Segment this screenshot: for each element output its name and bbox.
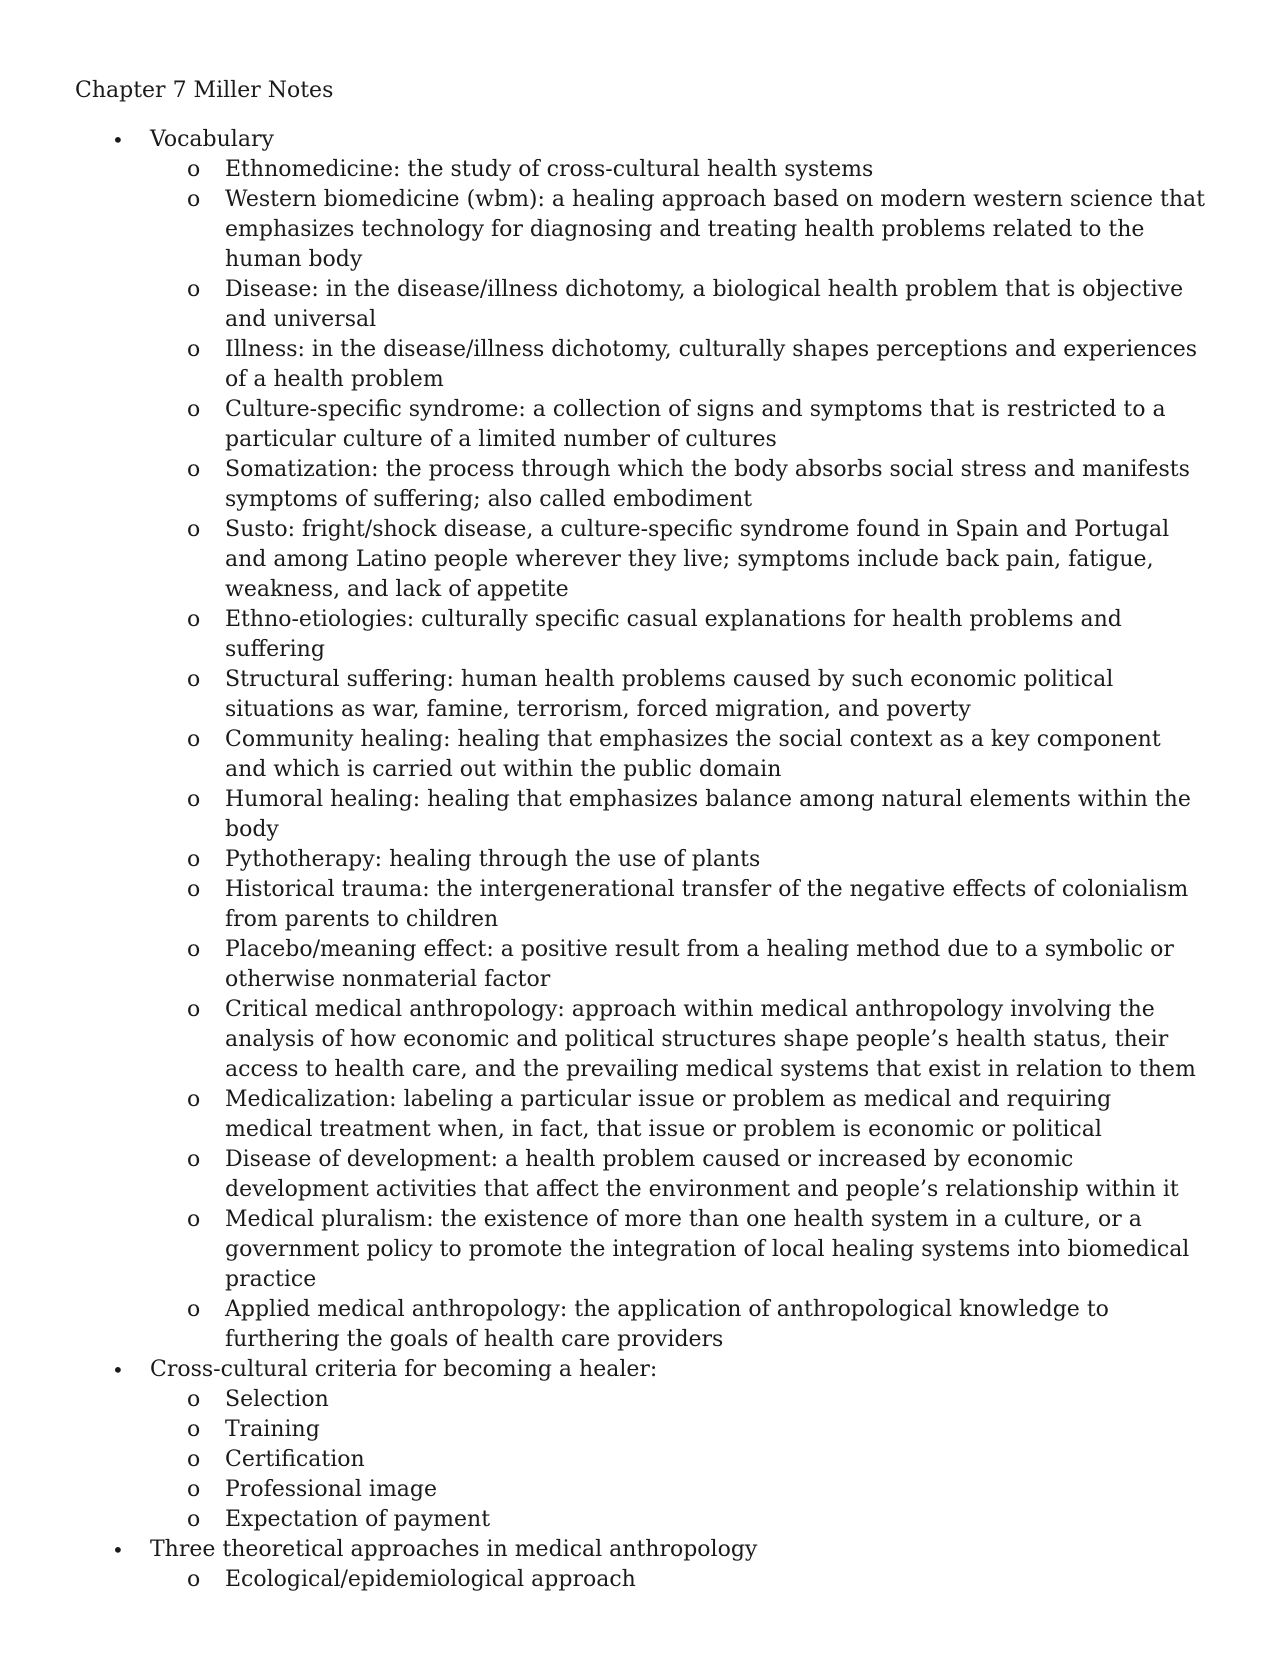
- circle-bullet-icon: o: [187, 397, 201, 422]
- list-item: [187, 665, 1205, 725]
- list-item: [187, 605, 1205, 665]
- list-item: [187, 1505, 1205, 1535]
- list-item-text: Placebo/meaning effect: a positive result from a healing method due to a symbolic or otherwise nonmaterial factor: [225, 937, 1174, 992]
- sub-list: [150, 1385, 1280, 1535]
- circle-bullet-icon: o: [187, 1417, 201, 1442]
- circle-bullet-icon: o: [187, 847, 201, 872]
- bullet-icon: •: [112, 1358, 124, 1382]
- circle-bullet-icon: o: [187, 667, 201, 692]
- bullet-icon: •: [112, 128, 124, 152]
- outline-section: [0, 125, 1280, 1355]
- list-item-text: Disease of development: a health problem caused or increased by economic development activities that affect the environment and people’s relationship within it: [225, 1147, 1179, 1202]
- outline-section: [0, 1355, 1280, 1535]
- list-item: [187, 935, 1205, 995]
- list-item: [187, 725, 1205, 785]
- circle-bullet-icon: o: [187, 187, 201, 212]
- list-item-text: Ethnomedicine: the study of cross-cultural health systems: [225, 157, 874, 182]
- list-item: [187, 785, 1205, 845]
- list-item: [187, 275, 1205, 335]
- circle-bullet-icon: o: [187, 1447, 201, 1472]
- circle-bullet-icon: o: [187, 457, 201, 482]
- circle-bullet-icon: o: [187, 1507, 201, 1532]
- circle-bullet-icon: o: [187, 1477, 201, 1502]
- list-item-text: Illness: in the disease/illness dichotomy, culturally shapes perceptions and experiences of a health problem: [225, 337, 1198, 392]
- list-item-text: Expectation of payment: [225, 1507, 491, 1532]
- circle-bullet-icon: o: [187, 1567, 201, 1592]
- bullet-icon: •: [112, 1538, 124, 1562]
- list-item: [187, 845, 1205, 875]
- list-item: [187, 515, 1205, 605]
- circle-bullet-icon: o: [187, 727, 201, 752]
- section-heading: Vocabulary: [150, 127, 274, 152]
- list-item: [187, 1295, 1205, 1355]
- list-item-text: Medicalization: labeling a particular issue or problem as medical and requiring medical treatment when, in fact, that issue or problem is economic or political: [225, 1087, 1112, 1142]
- circle-bullet-icon: o: [187, 1087, 201, 1112]
- list-item-text: Ethno-etiologies: culturally specific casual explanations for health problems and suffering: [225, 607, 1122, 662]
- list-item: [187, 1205, 1205, 1295]
- list-item-text: Structural suffering: human health problems caused by such economic political situations as war, famine, terrorism, forced migration, and poverty: [225, 667, 1114, 722]
- list-item-text: Somatization: the process through which the body absorbs social stress and manifests symptoms of suffering; also called embodiment: [225, 457, 1190, 512]
- list-item: [187, 1565, 1205, 1595]
- list-item-text: Certification: [225, 1447, 365, 1472]
- list-item: [187, 1145, 1205, 1205]
- list-item-text: Selection: [225, 1387, 329, 1412]
- section-heading: Cross-cultural criteria for becoming a healer:: [150, 1357, 658, 1382]
- list-item-text: Critical medical anthropology: approach within medical anthropology involving the analysis of how economic and political structures shape people’s health status, their access to health care, and the prevailing medical systems that exist in relation to them: [225, 997, 1196, 1082]
- list-item-text: Susto: fright/shock disease, a culture-specific syndrome found in Spain and Portugal and among Latino people wherever they live; symptoms include back pain, fatigue, weakness, and lack of appetite: [225, 517, 1170, 602]
- list-item: [187, 1475, 1205, 1505]
- list-item-text: Training: [225, 1417, 320, 1442]
- section-heading: Three theoretical approaches in medical anthropology: [150, 1537, 758, 1562]
- outline-list: [0, 125, 1280, 1595]
- list-item-text: Professional image: [225, 1477, 438, 1502]
- circle-bullet-icon: o: [187, 997, 201, 1022]
- list-item-text: Community healing: healing that emphasizes the social context as a key component and which is carried out within the public domain: [225, 727, 1161, 782]
- circle-bullet-icon: o: [187, 937, 201, 962]
- list-item-text: Pythotherapy: healing through the use of plants: [225, 847, 761, 872]
- circle-bullet-icon: o: [187, 337, 201, 362]
- list-item-text: Western biomedicine (wbm): a healing approach based on modern western science that emphasizes technology for diagnosing and treating health problems related to the human body: [225, 187, 1205, 272]
- outline-section: [0, 1535, 1280, 1595]
- list-item: [187, 455, 1205, 515]
- list-item: [187, 335, 1205, 395]
- list-item: [187, 155, 1205, 185]
- circle-bullet-icon: o: [187, 787, 201, 812]
- list-item-text: Medical pluralism: the existence of more than one health system in a culture, or a government policy to promote the integration of local healing systems into biomedical practice: [225, 1207, 1190, 1292]
- list-item-text: Applied medical anthropology: the application of anthropological knowledge to furthering the goals of health care providers: [225, 1297, 1109, 1352]
- sub-list: [150, 1565, 1280, 1595]
- circle-bullet-icon: o: [187, 1387, 201, 1412]
- list-item-text: Culture-specific syndrome: a collection of signs and symptoms that is restricted to a particular culture of a limited number of cultures: [225, 397, 1166, 452]
- circle-bullet-icon: o: [187, 1297, 201, 1322]
- list-item: [187, 875, 1205, 935]
- circle-bullet-icon: o: [187, 517, 201, 542]
- list-item-text: Disease: in the disease/illness dichotomy, a biological health problem that is objective and universal: [225, 277, 1184, 332]
- list-item: [187, 995, 1205, 1085]
- list-item: [187, 1445, 1205, 1475]
- list-item: [187, 185, 1205, 275]
- circle-bullet-icon: o: [187, 157, 201, 182]
- list-item: [187, 1085, 1205, 1145]
- circle-bullet-icon: o: [187, 877, 201, 902]
- circle-bullet-icon: o: [187, 1147, 201, 1172]
- list-item: [187, 1385, 1205, 1415]
- sub-list: [150, 155, 1280, 1355]
- list-item-text: Historical trauma: the intergenerational transfer of the negative effects of colonialism from parents to children: [225, 877, 1189, 932]
- list-item-text: Humoral healing: healing that emphasizes balance among natural elements within the body: [225, 787, 1191, 842]
- list-item: [187, 1415, 1205, 1445]
- circle-bullet-icon: o: [187, 277, 201, 302]
- list-item-text: Ecological/epidemiological approach: [225, 1567, 636, 1592]
- list-item: [187, 395, 1205, 455]
- circle-bullet-icon: o: [187, 607, 201, 632]
- circle-bullet-icon: o: [187, 1207, 201, 1232]
- document-title: Chapter 7 Miller Notes: [75, 78, 334, 103]
